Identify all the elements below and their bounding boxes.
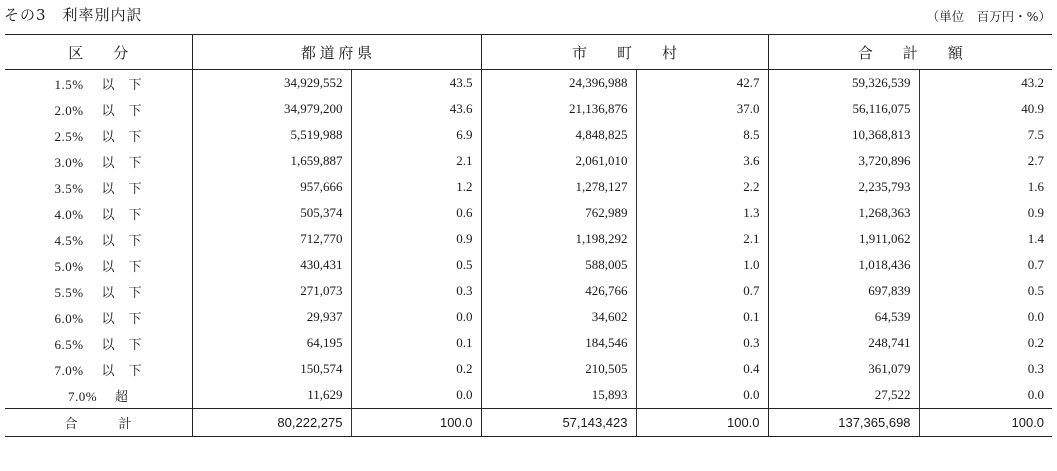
muni-percent-cell: 37.0 — [636, 96, 768, 122]
rate-label-cell — [5, 252, 192, 278]
rate-value: 4.0% — [54, 206, 84, 222]
total-amount-cell: 2,235,793 — [768, 174, 919, 200]
pref-amount-cell: 957,666 — [192, 174, 351, 200]
pref-percent-cell: 6.9 — [351, 122, 481, 148]
rate-label-cell — [5, 278, 192, 304]
muni-percent-cell: 2.2 — [636, 174, 768, 200]
table-row — [5, 122, 1052, 148]
pref-amount-cell: 34,979,200 — [192, 96, 351, 122]
total-percent-cell: 0.0 — [919, 382, 1052, 409]
muni-amount-cell: 1,198,292 — [481, 226, 636, 252]
table-row — [5, 304, 1052, 330]
rate-value: 3.5% — [54, 180, 84, 196]
rate-label-cell — [5, 226, 192, 252]
muni-percent-cell: 0.0 — [636, 382, 768, 409]
pref-amount-cell: 430,431 — [192, 252, 351, 278]
rate-label-cell — [5, 330, 192, 356]
total-percent-cell: 0.5 — [919, 278, 1052, 304]
total-percent-cell: 0.2 — [919, 330, 1052, 356]
total-amount-cell: 1,268,363 — [768, 200, 919, 226]
rate-label-cell — [5, 96, 192, 122]
pref-percent-cell: 2.1 — [351, 148, 481, 174]
total-percent-cell: 0.0 — [919, 304, 1052, 330]
rate-qualifier: 超 — [115, 388, 129, 404]
total-amount-cell: 56,116,075 — [768, 96, 919, 122]
rate-qualifier: 以 下 — [101, 76, 143, 92]
rate-label-cell — [5, 304, 192, 330]
total-muni-amount-cell: 57,143,423 — [481, 409, 636, 437]
rate-qualifier: 以 下 — [101, 102, 143, 118]
muni-percent-cell: 0.1 — [636, 304, 768, 330]
total-percent-cell: 40.9 — [919, 96, 1052, 122]
rate-qualifier: 以 下 — [101, 310, 143, 326]
rate-qualifier: 以 下 — [101, 336, 143, 352]
total-percent-cell: 2.7 — [919, 148, 1052, 174]
rate-qualifier: 以 下 — [101, 284, 143, 300]
rate-label-cell — [5, 356, 192, 382]
muni-percent-cell: 42.7 — [636, 70, 768, 97]
table-row — [5, 174, 1052, 200]
muni-amount-cell: 15,893 — [481, 382, 636, 409]
pref-percent-cell: 0.9 — [351, 226, 481, 252]
muni-percent-cell: 8.5 — [636, 122, 768, 148]
muni-percent-cell: 1.0 — [636, 252, 768, 278]
total-amount-cell: 1,018,436 — [768, 252, 919, 278]
muni-amount-cell: 2,061,010 — [481, 148, 636, 174]
table-row — [5, 226, 1052, 252]
muni-percent-cell: 0.7 — [636, 278, 768, 304]
total-amount-cell: 59,326,539 — [768, 70, 919, 97]
pref-percent-cell: 0.0 — [351, 382, 481, 409]
table-row — [5, 278, 1052, 304]
rate-value: 2.0% — [54, 102, 84, 118]
pref-amount-cell: 64,195 — [192, 330, 351, 356]
pref-percent-cell: 0.2 — [351, 356, 481, 382]
rate-qualifier: 以 下 — [101, 362, 143, 378]
total-total-amount-cell: 137,365,698 — [768, 409, 919, 437]
total-muni-percent-cell: 100.0 — [636, 409, 768, 437]
pref-percent-cell: 0.6 — [351, 200, 481, 226]
rate-label-cell — [5, 200, 192, 226]
pref-amount-cell: 34,929,552 — [192, 70, 351, 97]
total-amount-cell: 64,539 — [768, 304, 919, 330]
muni-amount-cell: 588,005 — [481, 252, 636, 278]
muni-amount-cell: 21,136,876 — [481, 96, 636, 122]
pref-percent-cell: 0.3 — [351, 278, 481, 304]
header-municipalities: 市 町 村 — [481, 35, 768, 70]
table-row — [5, 330, 1052, 356]
page-title: その3 利率別内訳 — [4, 6, 143, 24]
pref-percent-cell: 0.0 — [351, 304, 481, 330]
pref-percent-cell: 0.5 — [351, 252, 481, 278]
muni-amount-cell: 34,602 — [481, 304, 636, 330]
muni-amount-cell: 426,766 — [481, 278, 636, 304]
pref-amount-cell: 29,937 — [192, 304, 351, 330]
muni-amount-cell: 184,546 — [481, 330, 636, 356]
muni-percent-cell: 3.6 — [636, 148, 768, 174]
table-body — [5, 70, 1052, 437]
rate-value: 3.0% — [54, 154, 84, 170]
rate-value: 6.5% — [54, 336, 84, 352]
rate-qualifier: 以 下 — [101, 232, 143, 248]
pref-percent-cell: 43.5 — [351, 70, 481, 97]
muni-amount-cell: 762,989 — [481, 200, 636, 226]
rate-qualifier: 以 下 — [101, 180, 143, 196]
total-row — [5, 409, 1052, 437]
muni-amount-cell: 24,396,988 — [481, 70, 636, 97]
rate-value: 4.5% — [54, 232, 84, 248]
rate-label-cell — [5, 122, 192, 148]
pref-amount-cell: 712,770 — [192, 226, 351, 252]
pref-amount-cell: 1,659,887 — [192, 148, 351, 174]
pref-amount-cell: 271,073 — [192, 278, 351, 304]
rate-qualifier: 以 下 — [101, 258, 143, 274]
pref-amount-cell: 150,574 — [192, 356, 351, 382]
rate-qualifier: 以 下 — [101, 206, 143, 222]
unit-note: （単位 百万円・%） — [926, 9, 1051, 24]
rate-value: 5.0% — [54, 258, 84, 274]
total-label: 合 計 — [5, 409, 192, 437]
total-amount-cell: 3,720,896 — [768, 148, 919, 174]
pref-percent-cell: 0.1 — [351, 330, 481, 356]
total-percent-cell: 7.5 — [919, 122, 1052, 148]
table-row — [5, 382, 1052, 409]
table-row — [5, 356, 1052, 382]
table-row — [5, 70, 1052, 97]
total-amount-cell: 361,079 — [768, 356, 919, 382]
pref-percent-cell: 1.2 — [351, 174, 481, 200]
rate-label-cell — [5, 70, 192, 97]
muni-percent-cell: 2.1 — [636, 226, 768, 252]
muni-amount-cell: 1,278,127 — [481, 174, 636, 200]
total-amount-cell: 248,741 — [768, 330, 919, 356]
pref-amount-cell: 11,629 — [192, 382, 351, 409]
rate-qualifier: 以 下 — [101, 154, 143, 170]
rate-label-cell — [5, 148, 192, 174]
header-prefectures: 都 道 府 県 — [192, 35, 481, 70]
rate-qualifier: 以 下 — [101, 128, 143, 144]
total-amount-cell: 1,911,062 — [768, 226, 919, 252]
muni-amount-cell: 210,505 — [481, 356, 636, 382]
table-row — [5, 200, 1052, 226]
rate-label-cell — [5, 174, 192, 200]
total-percent-cell: 0.9 — [919, 200, 1052, 226]
pref-amount-cell: 505,374 — [192, 200, 351, 226]
total-amount-cell: 697,839 — [768, 278, 919, 304]
muni-percent-cell: 0.3 — [636, 330, 768, 356]
table-row — [5, 148, 1052, 174]
rate-value: 7.0% — [67, 388, 98, 404]
total-pref-amount-cell: 80,222,275 — [192, 409, 351, 437]
rate-label-cell — [5, 382, 192, 409]
total-amount-cell: 27,522 — [768, 382, 919, 409]
total-percent-cell: 1.6 — [919, 174, 1052, 200]
total-percent-cell: 43.2 — [919, 70, 1052, 97]
muni-amount-cell: 4,848,825 — [481, 122, 636, 148]
total-percent-cell: 1.4 — [919, 226, 1052, 252]
pref-amount-cell: 5,519,988 — [192, 122, 351, 148]
table-row — [5, 252, 1052, 278]
rate-value: 1.5% — [54, 76, 84, 92]
header-row — [5, 35, 1052, 70]
muni-percent-cell: 1.3 — [636, 200, 768, 226]
total-pref-percent-cell: 100.0 — [351, 409, 481, 437]
rate-value: 2.5% — [54, 128, 84, 144]
header-total: 合 計 額 — [768, 35, 1052, 70]
rate-value: 7.0% — [54, 362, 84, 378]
pref-percent-cell: 43.6 — [351, 96, 481, 122]
header-category: 区 分 — [5, 35, 192, 70]
rate-value: 5.5% — [54, 284, 84, 300]
total-percent-cell: 0.3 — [919, 356, 1052, 382]
interest-rate-table — [5, 34, 1052, 437]
total-amount-cell: 10,368,813 — [768, 122, 919, 148]
rate-value: 6.0% — [54, 310, 84, 326]
total-percent-cell: 0.7 — [919, 252, 1052, 278]
total-total-percent-cell: 100.0 — [919, 409, 1052, 437]
table-row — [5, 96, 1052, 122]
muni-percent-cell: 0.4 — [636, 356, 768, 382]
